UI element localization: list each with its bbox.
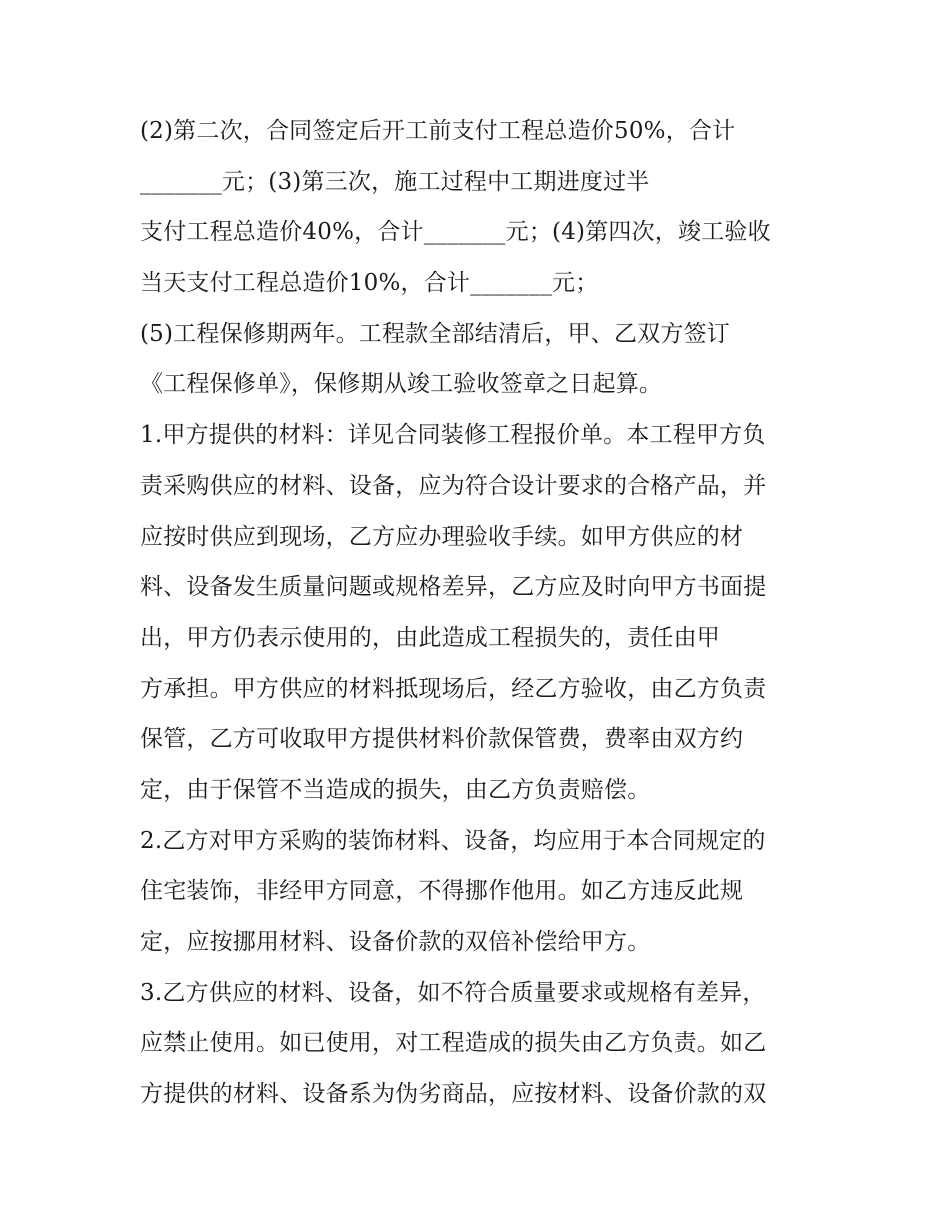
text-line: 应按时供应到现场，乙方应办理验收手续。如甲方供应的材 (140, 523, 744, 550)
text-line: 方承担。甲方供应的材料抵现场后，经乙方验收，由乙方负责 (140, 675, 767, 702)
text-line: 定，由于保管不当造成的损失，由乙方负责赔偿。 (140, 776, 651, 803)
text-line: 支付工程总造价40%，合计_______元；(4)第四次，竣工验收 (140, 219, 771, 246)
text-line: (5)工程保修期两年。工程款全部结清后，甲、乙双方签订 (140, 320, 730, 347)
contract-text-body (140, 106, 830, 1120)
text-line: 定，应按挪用材料、设备价款的双倍补偿给甲方。 (140, 929, 651, 955)
text-line: 《工程保修单》，保修期从竣工验收签章之日起算。 (140, 371, 663, 398)
text-line: 料、设备发生质量问题或规格差异，乙方应及时向甲方书面提 (140, 574, 767, 601)
text-line: 住宅装饰，非经甲方同意，不得挪作他用。如乙方违反此规 (140, 878, 744, 905)
text-line: 当天支付工程总造价10%，合计_______元； (140, 270, 599, 297)
text-line: 2.乙方对甲方采购的装饰材料、设备，均应用于本合同规定的 (140, 827, 766, 854)
text-line: (2)第二次，合同签定后开工前支付工程总造价50%，合计 (140, 118, 736, 144)
text-line: 1.甲方提供的材料：详见合同装修工程报价单。本工程甲方负 (140, 422, 766, 449)
text-line: 保管，乙方可收取甲方提供材料价款保管费，费率由双方约 (140, 726, 744, 753)
text-line: 方提供的材料、设备系为伪劣商品，应按材料、设备价款的双 (140, 1081, 767, 1108)
text-line: 出，甲方仍表示使用的，由此造成工程损失的，责任由甲 (140, 624, 720, 651)
text-line: _______元；(3)第三次，施工过程中工期进度过半 (140, 168, 650, 195)
text-line: 应禁止使用。如已使用，对工程造成的损失由乙方负责。如乙 (140, 1030, 767, 1057)
text-line: 责采购供应的材料、设备，应为符合设计要求的合格产品，并 (140, 472, 767, 499)
text-line: 3.乙方供应的材料、设备，如不符合质量要求或规格有差异， (140, 979, 766, 1006)
